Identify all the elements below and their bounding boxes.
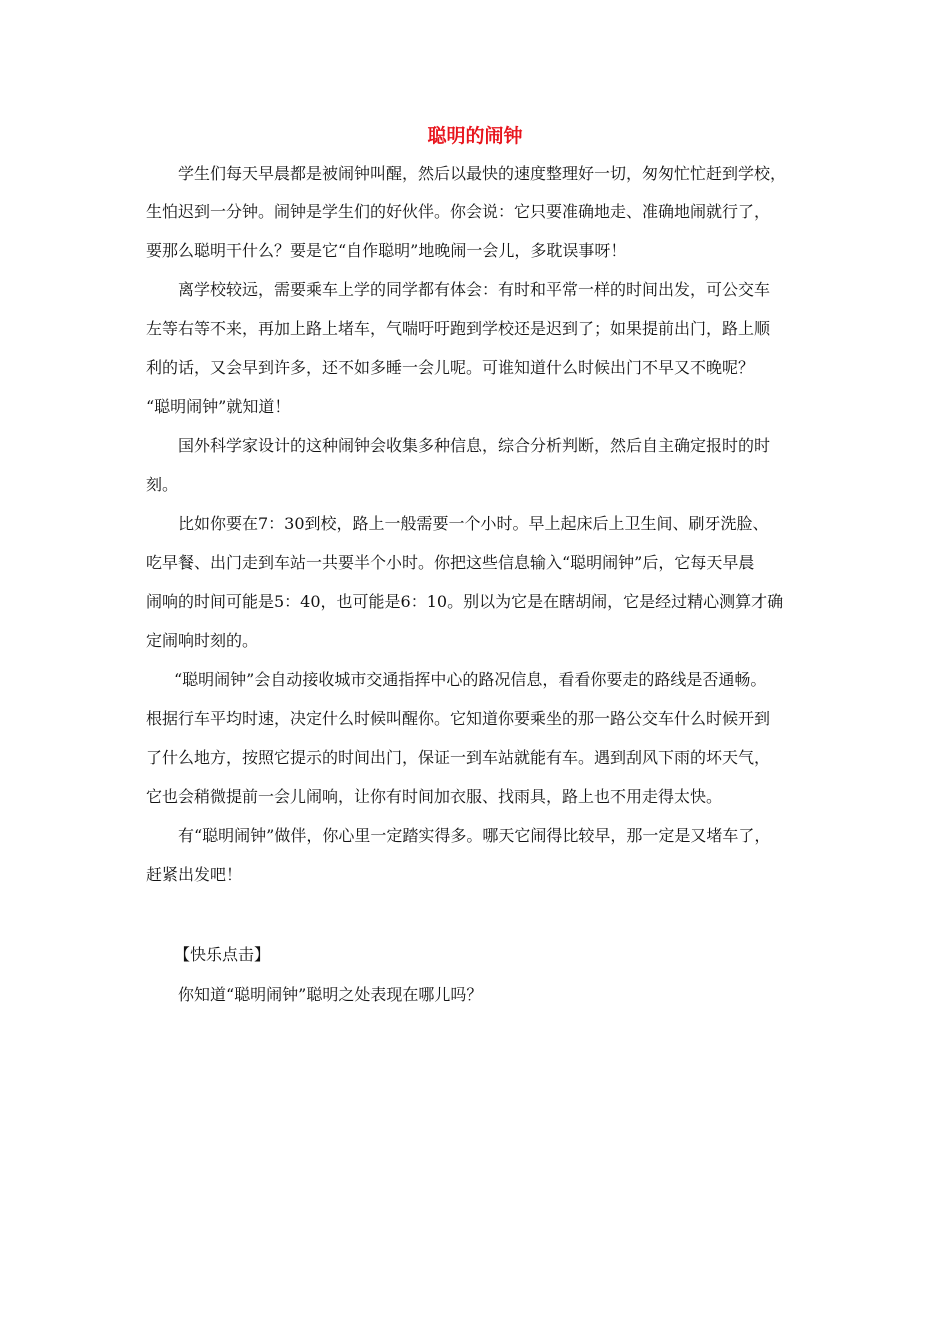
paragraph-line: 国外科学家设计的这种闹钟会收集多种信息，综合分析判断，然后自主确定报时的时 — [178, 436, 771, 455]
paragraph-line: “聪明闹钟”会自动接收城市交通指挥中心的路况信息，看看你要走的路线是否通畅。 — [174, 670, 767, 689]
page-title: 聪明的闹钟 — [427, 125, 523, 147]
paragraph-line: 生怕迟到一分钟。闹钟是学生们的好伙伴。你会说：它只要准确地走、准确地闹就行了， — [146, 202, 771, 221]
section-heading: 【快乐点击】 — [174, 945, 271, 964]
paragraph-line: 刻。 — [146, 475, 179, 494]
paragraph-line: 根据行车平均时速，决定什么时候叫醒你。它知道你要乘坐的那一路公交车什么时候开到 — [146, 709, 771, 728]
paragraph-line: 定闹响时刻的。 — [146, 631, 259, 650]
paragraph-line: 左等右等不来，再加上路上堵车，气喘吁吁跑到学校还是迟到了；如果提前出门，路上顺 — [146, 319, 771, 338]
paragraph-line: “聪明闹钟”就知道！ — [146, 397, 291, 416]
paragraph-line: 利的话，又会早到许多，还不如多睡一会儿呢。可谁知道什么时候出门不早又不晚呢？ — [146, 358, 755, 377]
paragraph-line: 有“聪明闹钟”做伴，你心里一定踏实得多。哪天它闹得比较早，那一定是又堵车了， — [178, 826, 771, 845]
paragraph-line: 离学校较远，需要乘车上学的同学都有体会：有时和平常一样的时间出发，可公交车 — [178, 280, 771, 299]
paragraph-line: 学生们每天早晨都是被闹钟叫醒，然后以最快的速度整理好一切，匆匆忙忙赶到学校， — [178, 164, 787, 183]
paragraph-line: 比如你要在7：30到校，路上一般需要一个小时。早上起床后上卫生间、刷牙洗脸、 — [178, 514, 769, 533]
paragraph-line: 闹响的时间可能是5：40，也可能是6：10。别以为它是在瞎胡闹，它是经过精心测算才确 — [146, 592, 784, 611]
paragraph-line: 要那么聪明干什么？要是它“自作聪明”地晚闹一会儿，多耽误事呀！ — [146, 241, 627, 260]
paragraph-line: 吃早餐、出门走到车站一共要半个小时。你把这些信息输入“聪明闹钟”后，它每天早晨 — [146, 553, 755, 572]
question-line: 你知道“聪明闹钟”聪明之处表现在哪儿吗？ — [178, 985, 483, 1004]
paragraph-line: 了什么地方，按照它提示的时间出门，保证一到车站就能有车。遇到刮风下雨的坏天气， — [146, 748, 771, 767]
paragraph-line: 赶紧出发吧！ — [146, 865, 243, 884]
paragraph-line: 它也会稍微提前一会儿闹响，让你有时间加衣服、找雨具，路上也不用走得太快。 — [146, 787, 723, 806]
